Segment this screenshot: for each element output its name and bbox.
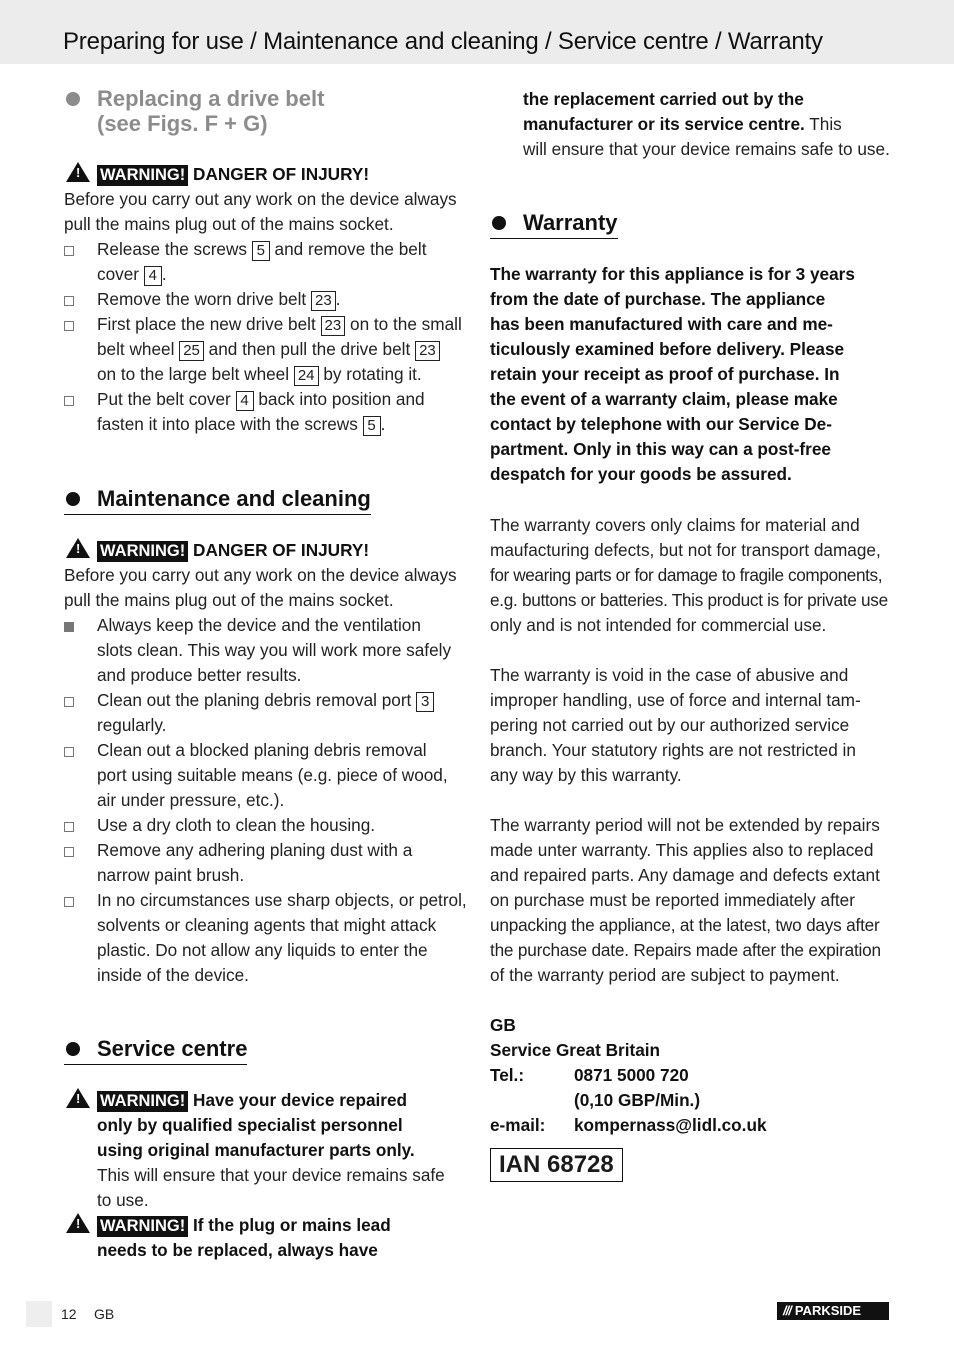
warning-badge: WARNING! — [97, 1091, 188, 1112]
warranty-para: of the warranty period are subject to payment. — [490, 965, 840, 985]
footer-marker — [26, 1301, 52, 1327]
belt-step-4: fasten it into place with the screws 5 . — [97, 414, 386, 434]
maint-item: Clean out the planing debris removal port 3 — [97, 688, 434, 713]
belt-intro: pull the mains plug out of the mains socket. — [64, 214, 394, 234]
service-warning-text: to use. — [97, 1190, 149, 1210]
warranty-bold: the event of a warranty claim, please make — [490, 389, 838, 409]
warning-icon: ! — [66, 1088, 90, 1108]
page-language: GB — [94, 1306, 115, 1322]
list-bullet-icon — [64, 697, 74, 707]
warranty-para: e.g. buttons or batteries. This product is for private use — [490, 590, 888, 610]
warranty-para: maufacturing defects, but not for transport damage, — [490, 540, 881, 560]
warning-badge: WARNING! — [97, 165, 188, 186]
warning-text: DANGER OF INJURY! — [193, 164, 370, 184]
service-continued: the replacement carried out by the — [523, 89, 804, 109]
part-number: 5 — [363, 416, 381, 436]
service-warning-text: using original manufacturer parts only. — [97, 1140, 415, 1160]
warranty-para: unpacking the appliance, at the latest, two days after — [490, 915, 880, 935]
service-warning-text: This will ensure that your device remains safe — [97, 1165, 445, 1185]
contact-tel[interactable]: 0871 5000 720 — [574, 1065, 689, 1085]
part-number: 3 — [416, 692, 434, 712]
list-bullet-icon — [64, 246, 74, 256]
contact-country: GB — [490, 1015, 516, 1035]
list-bullet-icon — [64, 747, 74, 757]
belt-step-2: Remove the worn drive belt 23 . — [97, 289, 341, 309]
list-bullet-icon — [64, 822, 74, 832]
maint-item: air under pressure, etc.). — [97, 790, 285, 810]
service-warning-text: needs to be replaced, always have — [97, 1240, 378, 1260]
warranty-para: only and is not intended for commercial use. — [490, 615, 827, 635]
warranty-para: the purchase date. Repairs made after the expiration — [490, 940, 881, 960]
part-number: 23 — [311, 291, 336, 311]
list-bullet-icon — [64, 296, 74, 306]
maint-intro: pull the mains plug out of the mains socket. — [64, 590, 394, 610]
service-warning-1: ! WARNING! Have your device repaired — [66, 1088, 407, 1113]
page-title: Preparing for use / Maintenance and cleaning / Service centre / Warranty — [63, 28, 823, 55]
belt-step-3: on to the large belt wheel 24 by rotating it. — [97, 364, 422, 384]
warranty-bold: retain your receipt as proof of purchase. In — [490, 364, 840, 384]
maint-item: narrow paint brush. — [97, 865, 245, 885]
part-number: 23 — [321, 316, 346, 336]
maint-item: slots clean. This way you will work more safely — [97, 640, 452, 660]
warning-icon: ! — [66, 538, 90, 558]
part-number: 4 — [144, 266, 162, 286]
part-number: 23 — [415, 341, 440, 361]
list-bullet-icon — [64, 847, 74, 857]
warranty-para: on purchase must be reported immediately after — [490, 890, 855, 910]
maint-item: In no circumstances use sharp objects, or petrol, — [97, 890, 467, 910]
belt-step-4: Put the belt cover 4 back into position and — [97, 389, 425, 409]
part-number: 24 — [294, 366, 319, 386]
belt-step-3: belt wheel 25 and then pull the drive belt 23 — [97, 337, 440, 362]
service-warning-2: ! WARNING! If the plug or mains lead — [66, 1213, 391, 1238]
warranty-bold: from the date of purchase. The appliance — [490, 289, 826, 309]
maintenance-heading: Maintenance and cleaning — [64, 486, 371, 515]
list-bullet-icon — [64, 321, 74, 331]
maint-warning — [66, 538, 369, 563]
maint-item: Use a dry cloth to clean the housing. — [97, 815, 376, 835]
maint-item: and produce better results. — [97, 665, 302, 685]
contact-rate: (0,10 GBP/Min.) — [574, 1090, 701, 1110]
list-bullet-icon — [64, 897, 74, 907]
contact-service: Service Great Britain — [490, 1040, 661, 1060]
part-number: 4 — [236, 391, 254, 411]
belt-step-1: cover 4 . — [97, 264, 167, 284]
warranty-bold: ticulously examined before delivery. Please — [490, 339, 845, 359]
warning-badge: WARNING! — [97, 541, 188, 562]
warranty-para: The warranty period will not be extended by repairs — [490, 815, 880, 835]
maint-intro: Before you carry out any work on the device always — [64, 565, 457, 585]
page-header — [0, 0, 954, 64]
list-bullet-icon — [64, 396, 74, 406]
service-heading: Service centre — [64, 1036, 247, 1065]
belt-heading: Replacing a drive belt — [97, 86, 325, 111]
warranty-para: improper handling, use of force and internal tam- — [490, 690, 861, 710]
maint-item: Remove any adhering planing dust with a — [97, 840, 413, 860]
maint-item: plastic. Do not allow any liquids to enter the — [97, 940, 428, 960]
page-number: 12 — [61, 1306, 77, 1322]
maint-item: solvents or cleaning agents that might attack — [97, 915, 437, 935]
part-number: 25 — [179, 341, 204, 361]
warning-badge: WARNING! — [97, 1216, 188, 1237]
contact-tel-label: Tel.: — [490, 1065, 525, 1085]
warranty-para: for wearing parts or for damage to fragile components, — [490, 565, 883, 585]
warranty-bold: partment. Only in this way can a post-free — [490, 439, 831, 459]
maint-item: Always keep the device and the ventilation — [97, 615, 421, 635]
belt-warning — [66, 162, 369, 187]
warranty-para: made unter warranty. This applies also to replaced — [490, 840, 874, 860]
belt-heading-sub: (see Figs. F + G) — [97, 111, 268, 136]
maint-item: Clean out a blocked planing debris removal — [97, 740, 427, 760]
warranty-bold: despatch for your goods be assured. — [490, 464, 792, 484]
service-continued: will ensure that your device remains safe to use. — [523, 139, 890, 159]
warranty-para: The warranty covers only claims for material and — [490, 515, 860, 535]
belt-step-1: Release the screws 5 and remove the belt — [97, 239, 427, 259]
warranty-bold: contact by telephone with our Service De- — [490, 414, 832, 434]
maint-item: regularly. — [97, 715, 167, 735]
warranty-bold: The warranty for this appliance is for 3 years — [490, 264, 855, 284]
warranty-para: and repaired parts. Any damage and defects extant — [490, 865, 880, 885]
contact-email-label: e-mail: — [490, 1115, 546, 1135]
warning-icon: ! — [66, 1213, 90, 1233]
contact-email-link[interactable]: kompernass@lidl.co.uk — [574, 1115, 767, 1135]
service-warning-text: only by qualified specialist personnel — [97, 1115, 403, 1135]
parkside-logo: /// PARKSIDE — [777, 1302, 889, 1320]
belt-step-3: First place the new drive belt 23 on to the small — [97, 314, 462, 334]
list-bullet-icon — [64, 622, 74, 632]
service-continued: manufacturer or its service centre. This — [523, 114, 842, 134]
warning-text: DANGER OF INJURY! — [193, 540, 370, 560]
warranty-para: any way by this warranty. — [490, 765, 682, 785]
ian-number: IAN 68728 — [490, 1148, 623, 1182]
warranty-para: The warranty is void in the case of abusive and — [490, 665, 849, 685]
bullet-dot — [66, 92, 80, 106]
warranty-para: branch. Your statutory rights are not restricted in — [490, 740, 856, 760]
maint-item: inside of the device. — [97, 965, 249, 985]
warranty-heading: Warranty — [490, 210, 618, 239]
part-number: 5 — [252, 241, 270, 261]
maint-item: port using suitable means (e.g. piece of wood, — [97, 765, 448, 785]
warning-icon: ! — [66, 162, 90, 182]
warranty-para: pering not carried out by our authorized service — [490, 715, 850, 735]
belt-intro: Before you carry out any work on the device always — [64, 189, 457, 209]
warranty-bold: has been manufactured with care and me- — [490, 314, 833, 334]
